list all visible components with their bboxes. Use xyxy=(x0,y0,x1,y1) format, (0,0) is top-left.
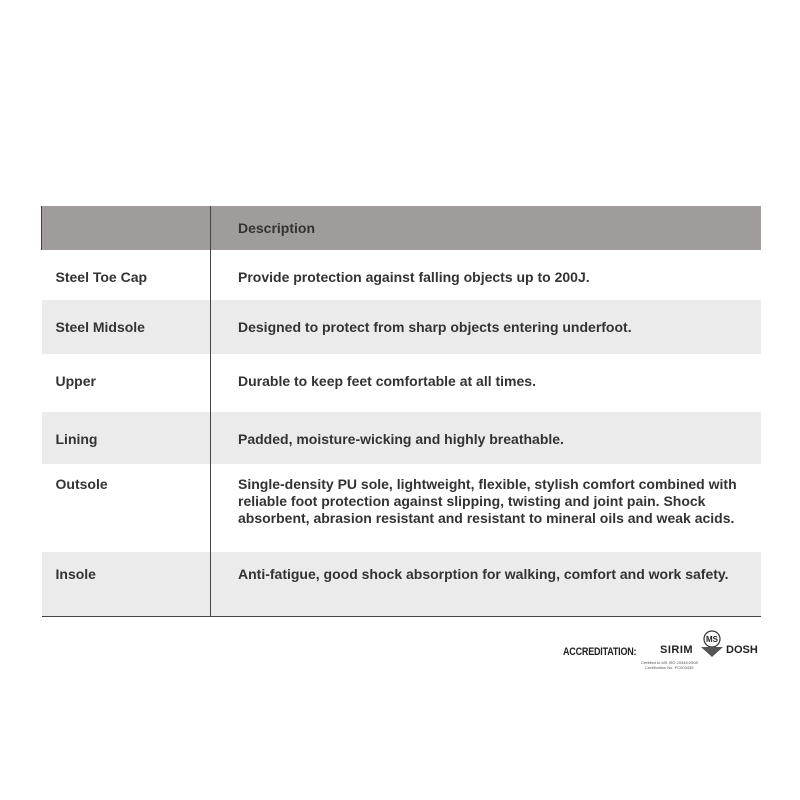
row-description: Single-density PU sole, lightweight, flexible, stylish comfort combined with reliable foot protection against slipping, twisting and joint pain. Shock absorbent, abrasion resistant and resistant to mineral oils and weak acids. xyxy=(211,464,761,552)
table-row xyxy=(42,552,761,616)
row-name: Outsole xyxy=(42,464,211,552)
dosh-logo-text: DOSH xyxy=(726,644,758,656)
certification-standard: Certified to MS ISO 20345:2008 xyxy=(641,660,698,665)
table-row xyxy=(42,464,761,552)
table-row xyxy=(42,412,761,464)
accreditation-label: ACCREDITATION: xyxy=(563,644,637,658)
ms-mark-icon xyxy=(699,630,725,658)
accreditation-block xyxy=(563,630,763,676)
table-row xyxy=(42,250,761,300)
row-description: Durable to keep feet comfortable at all times. xyxy=(211,354,761,412)
row-name: Steel Midsole xyxy=(42,300,211,354)
row-name: Lining xyxy=(42,412,211,464)
row-description: Provide protection against falling objects up to 200J. xyxy=(211,250,761,300)
header-cell-description: Description xyxy=(211,206,761,250)
table-row xyxy=(42,354,761,412)
row-description: Padded, moisture-wicking and highly breathable. xyxy=(211,412,761,464)
row-name: Insole xyxy=(42,552,211,616)
specification-table xyxy=(41,206,761,617)
row-description: Designed to protect from sharp objects entering underfoot. xyxy=(211,300,761,354)
table-header-row xyxy=(42,206,761,250)
row-name: Steel Toe Cap xyxy=(42,250,211,300)
header-cell-component xyxy=(42,206,211,250)
table-row xyxy=(42,300,761,354)
row-name: Upper xyxy=(42,354,211,412)
row-description: Anti-fatigue, good shock absorption for walking, comfort and work safety. xyxy=(211,552,761,616)
ms-mark-text: MS xyxy=(706,635,718,644)
certification-number: Certification No. PC003439 xyxy=(645,665,694,670)
sirim-logo-text: SIRIM xyxy=(660,644,694,656)
